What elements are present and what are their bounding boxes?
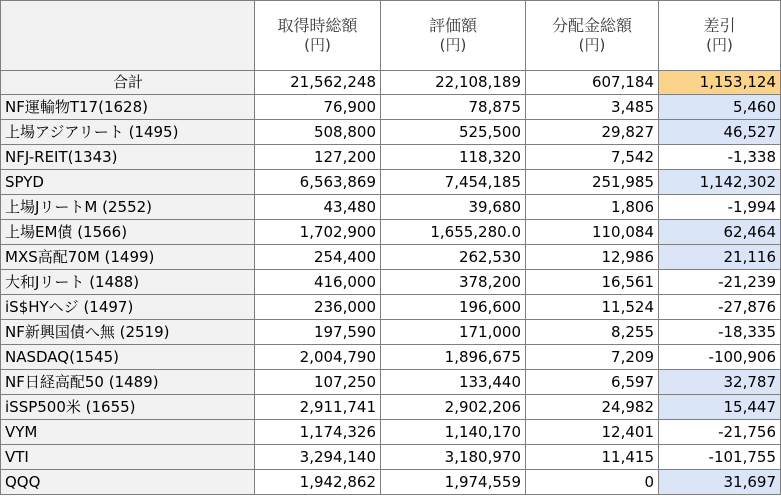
table-row (1, 320, 781, 345)
dist-cell[interactable]: 7,542 (526, 145, 659, 170)
diff-cell[interactable]: 1,142,302 (659, 170, 781, 195)
diff-cell[interactable]: 15,447 (659, 395, 781, 420)
cost-cell[interactable]: 254,400 (255, 245, 381, 270)
diff-cell[interactable]: -100,906 (659, 345, 781, 370)
diff-cell[interactable]: -27,876 (659, 295, 781, 320)
cost-cell[interactable]: 2,911,741 (255, 395, 381, 420)
cost-cell[interactable]: 43,480 (255, 195, 381, 220)
diff-cell[interactable]: 46,527 (659, 120, 781, 145)
table-row (1, 420, 781, 445)
diff-cell[interactable]: -18,335 (659, 320, 781, 345)
cost-cell[interactable]: 3,294,140 (255, 445, 381, 470)
cost-cell[interactable]: 2,004,790 (255, 345, 381, 370)
value-cell[interactable]: 3,180,970 (381, 445, 526, 470)
value-cell[interactable]: 262,530 (381, 245, 526, 270)
cost-cell[interactable]: 508,800 (255, 120, 381, 145)
fund-name-cell[interactable]: 大和Jリート (1488) (1, 270, 255, 295)
total-cost-cell[interactable]: 21,562,248 (255, 71, 381, 95)
dist-cell[interactable]: 7,209 (526, 345, 659, 370)
diff-cell[interactable]: 31,697 (659, 470, 781, 495)
value-cell[interactable]: 1,896,675 (381, 345, 526, 370)
fund-name-cell[interactable]: VTI (1, 445, 255, 470)
dist-cell[interactable]: 1,806 (526, 195, 659, 220)
table-row (1, 395, 781, 420)
header-diff-unit: (円) (706, 36, 733, 54)
fund-name-cell[interactable]: NF日経高配50 (1489) (1, 370, 255, 395)
header-row (1, 1, 781, 71)
fund-name-cell[interactable]: MXS高配70M (1499) (1, 245, 255, 270)
diff-cell[interactable]: -21,239 (659, 270, 781, 295)
table-row (1, 145, 781, 170)
dist-cell[interactable]: 16,561 (526, 270, 659, 295)
value-cell[interactable]: 2,902,206 (381, 395, 526, 420)
value-cell[interactable]: 1,974,559 (381, 470, 526, 495)
table-row (1, 220, 781, 245)
cost-cell[interactable]: 107,250 (255, 370, 381, 395)
cost-cell[interactable]: 197,590 (255, 320, 381, 345)
total-value-cell[interactable]: 22,108,189 (381, 71, 526, 95)
diff-cell[interactable]: 21,116 (659, 245, 781, 270)
header-value-label: 評価額 (428, 16, 477, 35)
header-dist-label: 分配金総額 (551, 16, 632, 35)
cost-cell[interactable]: 236,000 (255, 295, 381, 320)
dist-cell[interactable]: 24,982 (526, 395, 659, 420)
header-value[interactable] (381, 1, 526, 71)
dist-cell[interactable]: 3,485 (526, 95, 659, 120)
dist-cell[interactable]: 12,401 (526, 420, 659, 445)
header-dist[interactable] (526, 1, 659, 71)
dist-cell[interactable]: 29,827 (526, 120, 659, 145)
table-row (1, 195, 781, 220)
value-cell[interactable]: 1,655,280.0 (381, 220, 526, 245)
cost-cell[interactable]: 1,174,326 (255, 420, 381, 445)
cost-cell[interactable]: 76,900 (255, 95, 381, 120)
cost-cell[interactable]: 416,000 (255, 270, 381, 295)
dist-cell[interactable]: 0 (526, 470, 659, 495)
dist-cell[interactable]: 6,597 (526, 370, 659, 395)
table-row (1, 95, 781, 120)
diff-cell[interactable]: 32,787 (659, 370, 781, 395)
table-row (1, 120, 781, 145)
fund-name-cell[interactable]: SPYD (1, 170, 255, 195)
diff-cell[interactable]: -1,994 (659, 195, 781, 220)
dist-cell[interactable]: 251,985 (526, 170, 659, 195)
cost-cell[interactable]: 1,702,900 (255, 220, 381, 245)
fund-name-cell[interactable]: iS$HYヘジ (1497) (1, 295, 255, 320)
table-row (1, 345, 781, 370)
cost-cell[interactable]: 1,942,862 (255, 470, 381, 495)
fund-name-cell[interactable]: 上場EM債 (1566) (1, 220, 255, 245)
value-cell[interactable]: 378,200 (381, 270, 526, 295)
fund-name-cell[interactable]: NFJ-REIT(1343) (1, 145, 255, 170)
header-diff-label: 差引 (703, 16, 736, 35)
fund-name-cell[interactable]: iSSP500米 (1655) (1, 395, 255, 420)
cost-cell[interactable]: 6,563,869 (255, 170, 381, 195)
fund-name-cell[interactable]: 上場JリートM (2552) (1, 195, 255, 220)
value-cell[interactable]: 39,680 (381, 195, 526, 220)
table-row (1, 370, 781, 395)
fund-name-cell[interactable]: VYM (1, 420, 255, 445)
value-cell[interactable]: 1,140,170 (381, 420, 526, 445)
table-row (1, 445, 781, 470)
diff-cell[interactable]: -101,755 (659, 445, 781, 470)
header-diff[interactable] (659, 1, 781, 71)
fund-name-cell[interactable]: NASDAQ(1545) (1, 345, 255, 370)
header-cost-label: 取得時総額 (277, 16, 358, 35)
header-value-unit: (円) (439, 36, 467, 54)
dist-cell[interactable]: 11,524 (526, 295, 659, 320)
table-row (1, 295, 781, 320)
table-row (1, 170, 781, 195)
total-diff-cell[interactable]: 1,153,124 (659, 71, 781, 95)
value-cell[interactable]: 78,875 (381, 95, 526, 120)
header-cost-unit: (円) (304, 36, 331, 54)
header-corner-cell[interactable] (1, 1, 255, 71)
fund-name-cell[interactable]: NF運輸物T17(1628) (1, 95, 255, 120)
dist-cell[interactable]: 12,986 (526, 245, 659, 270)
fund-name-cell[interactable]: NF新興国債へ無 (2519) (1, 320, 255, 345)
fund-name-cell[interactable]: QQQ (1, 470, 255, 495)
diff-cell[interactable]: 5,460 (659, 95, 781, 120)
value-cell[interactable]: 196,600 (381, 295, 526, 320)
fund-name-cell[interactable]: 上場アジアリート (1495) (1, 120, 255, 145)
table-row (1, 270, 781, 295)
dist-cell[interactable]: 11,415 (526, 445, 659, 470)
value-cell[interactable]: 7,454,185 (381, 170, 526, 195)
value-cell[interactable]: 525,500 (381, 120, 526, 145)
diff-cell[interactable]: 62,464 (659, 220, 781, 245)
total-dist-cell[interactable]: 607,184 (526, 71, 659, 95)
dist-cell[interactable]: 8,255 (526, 320, 659, 345)
value-cell[interactable]: 133,440 (381, 370, 526, 395)
value-cell[interactable]: 171,000 (381, 320, 526, 345)
diff-cell[interactable]: -1,338 (659, 145, 781, 170)
total-row (1, 71, 781, 95)
header-dist-unit: (円) (578, 36, 606, 54)
table-row (1, 470, 781, 495)
table-row (1, 245, 781, 270)
total-name-cell[interactable]: 合計 (1, 71, 255, 95)
diff-cell[interactable]: -21,756 (659, 420, 781, 445)
header-cost[interactable] (255, 1, 381, 71)
dist-cell[interactable]: 110,084 (526, 220, 659, 245)
cost-cell[interactable]: 127,200 (255, 145, 381, 170)
value-cell[interactable]: 118,320 (381, 145, 526, 170)
